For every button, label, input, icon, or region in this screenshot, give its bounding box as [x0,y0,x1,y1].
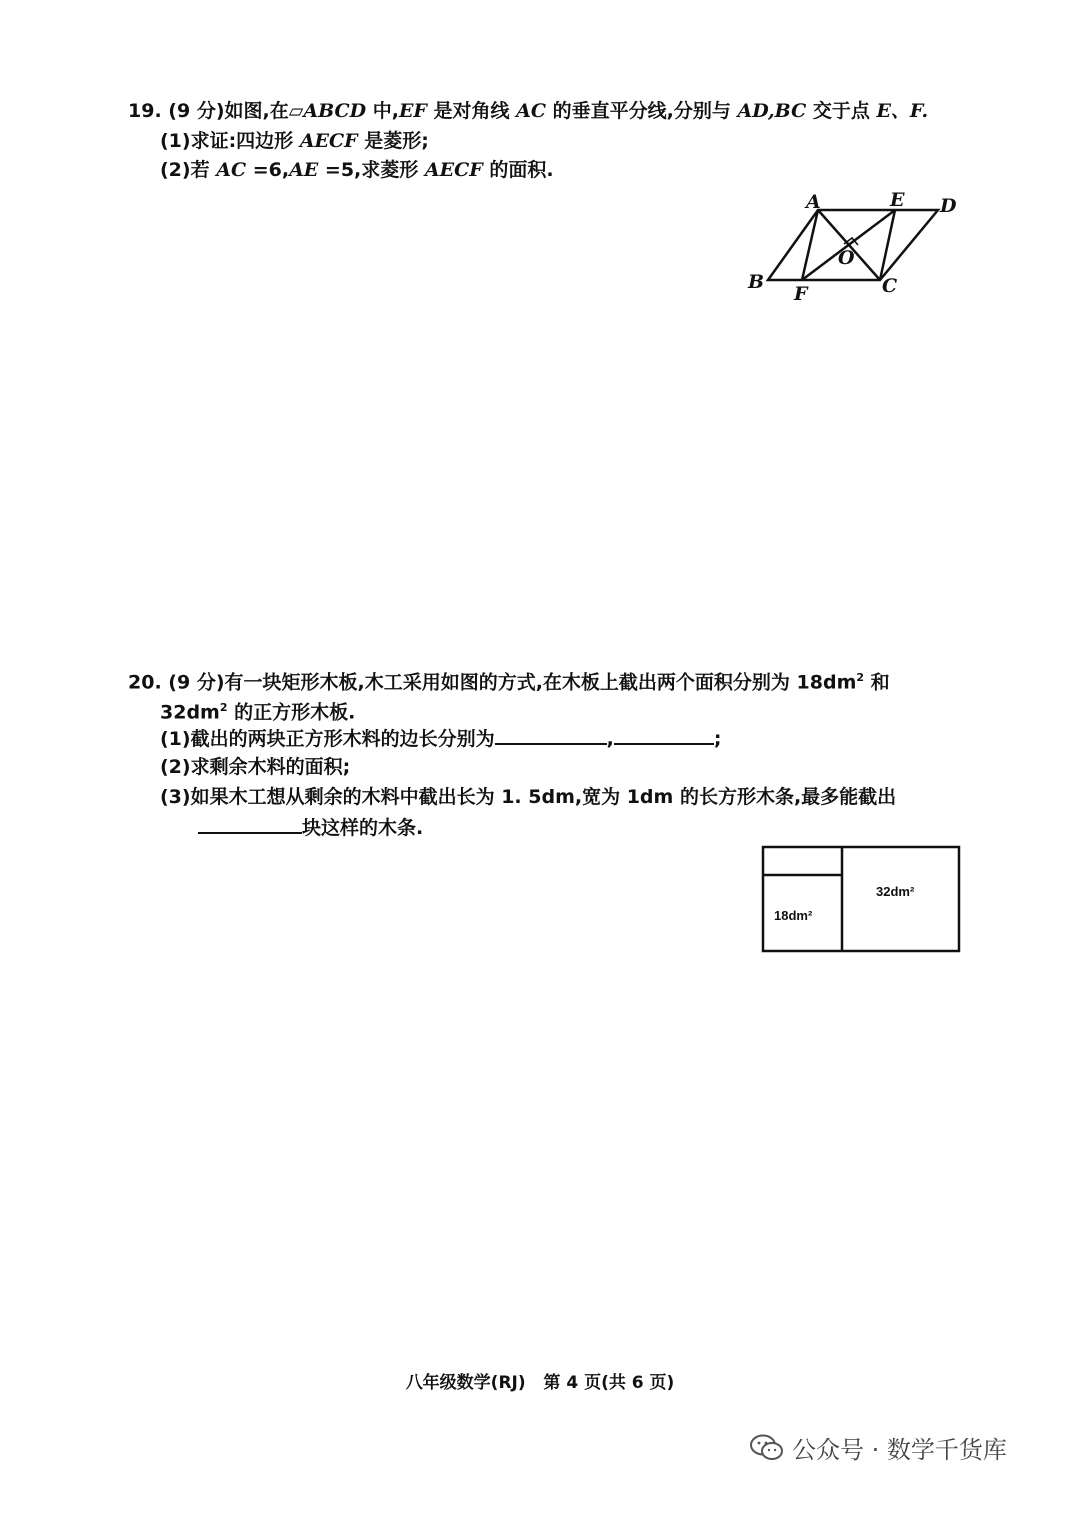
q19-part2 [160,157,554,183]
q20-sup2: 2 [219,701,228,714]
q19-ef: EF [398,100,427,122]
q19-p2-e: =5,求菱形 [318,159,425,181]
q20-part3-line2 [198,814,423,841]
q19-ac: AC [516,100,547,122]
q20-text-a: 有一块矩形木板,木工采用如图的方式,在木板上截出两个面积分别为 18dm [224,671,857,694]
q20-number: 20. [128,671,162,694]
parallelogram-symbol: ▱ [288,100,304,122]
q20-part3 [160,784,896,810]
q19-ef-points: E、F. [876,100,929,122]
board-outline [763,847,959,951]
q19-stem [128,98,928,124]
q20-p1-a: (1)截出的两块正方形木料的边长分别为 [160,728,495,750]
q19-abcd: ABCD [303,100,367,122]
q19-p2-a: (2)若 [160,159,217,181]
label-c: C [882,275,898,297]
q19-text-b: 中, [366,100,399,122]
q20-stem-line2 [160,695,355,725]
q20-text-c: 32dm [160,701,220,724]
q19-p2-c: =6, [246,159,290,181]
answer-blank-3[interactable] [198,814,302,834]
label-18dm2: 18dm² [774,908,813,923]
footer-subject: 八年级数学(RJ) [405,1373,526,1393]
q20-part1 [160,725,721,752]
q20-p3-a: (3)如果木工想从剩余的木料中截出长为 1. 5dm,宽为 1dm 的长方形木条,最多能截出 [160,786,897,808]
q20-p2: (2)求剩余木料的面积; [160,756,351,778]
label-32dm2: 32dm² [876,884,915,899]
q19-text-c: 是对角线 [426,100,517,122]
wood-board-figure [760,844,964,956]
q20-part2 [160,754,350,780]
label-o: O [838,247,855,269]
q19-p1-c: 是菱形; [357,130,429,152]
label-b: B [748,271,765,293]
q19-p2-b: AC [216,159,247,181]
q19-p1-b: AECF [299,130,358,152]
q20-p1-sep: , [606,728,614,750]
q19-text-e: 交于点 [806,100,877,122]
label-a: A [806,191,821,213]
q20-p3-b: 块这样的木条. [302,817,424,839]
parallelogram-abcd [768,210,938,280]
q19-ad-bc: AD,BC [737,100,807,122]
q20-sup1: 2 [856,671,865,684]
q19-p2-f: AECF [424,159,483,181]
q19-part1 [160,128,429,154]
wechat-icon [750,1434,784,1462]
label-d: D [940,195,957,217]
parallelogram-figure [740,188,970,306]
q19-p2-g: 的面积. [482,159,554,181]
q19-text-a: 如图,在 [224,100,289,122]
q20-text-d: 的正方形木板. [227,701,356,724]
label-e: E [890,189,905,211]
q19-score: (9 分) [168,100,225,122]
q20-stem-line1 [128,665,890,695]
q20-score: (9 分) [168,671,225,694]
q19-number: 19. [128,100,162,122]
watermark [750,1430,1007,1465]
answer-blank-1[interactable] [495,725,607,745]
q19-p1-a: (1)求证:四边形 [160,130,300,152]
q19-p2-d: AE [289,159,319,181]
answer-blank-2[interactable] [614,725,714,745]
q19-text-d: 的垂直平分线,分别与 [546,100,738,122]
q20-text-b: 和 [864,671,890,694]
page-footer [0,1368,1080,1393]
footer-page: 第 4 页(共 6 页) [543,1373,675,1393]
watermark-text: 公众号 · 数学千货库 [792,1436,1007,1464]
q20-p1-end: ; [713,728,722,750]
label-f: F [794,283,808,305]
